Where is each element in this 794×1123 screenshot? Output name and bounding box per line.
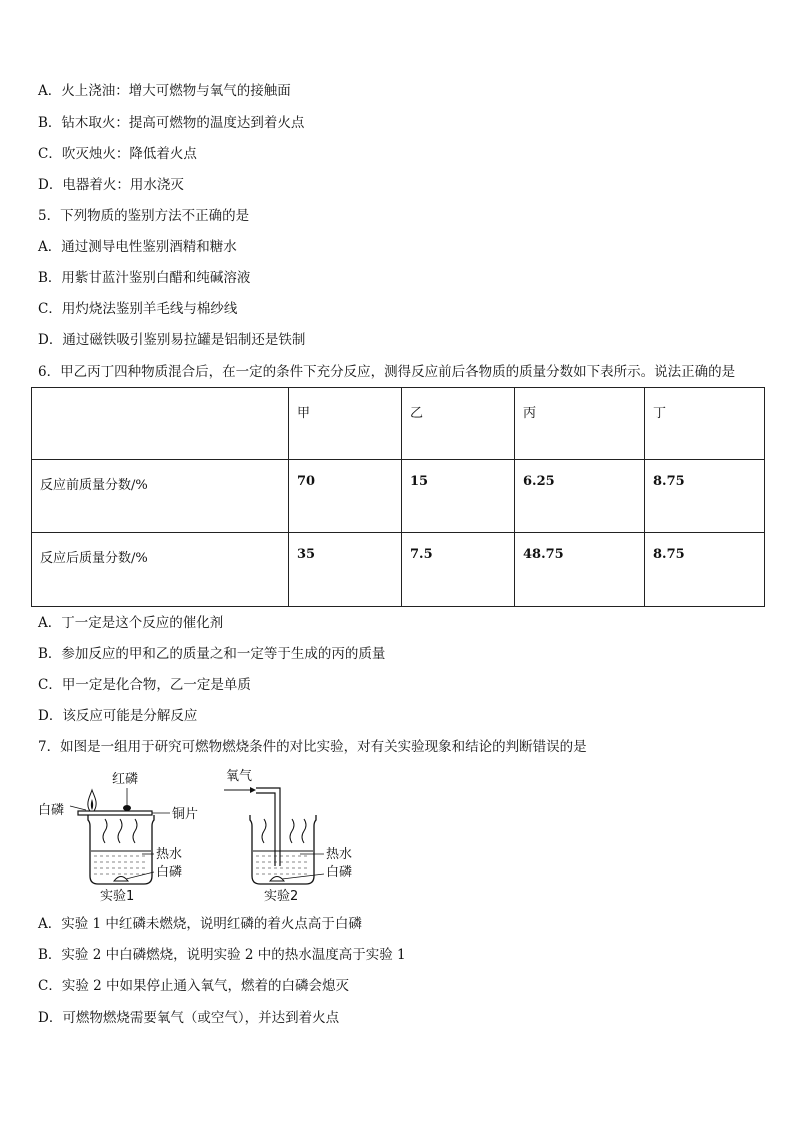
option-letter: B． [38,646,62,662]
q6-data-table [31,387,765,607]
option-letter: A． [38,83,62,99]
experiment-figure [30,768,370,904]
q5-option-c [38,300,237,318]
table-header-row [32,388,765,460]
experiment-2-apparatus [224,769,352,904]
option-text: 丁一定是这个反应的催化剂 [61,615,224,631]
q6-option-b [38,645,385,663]
q6-option-a [38,614,223,632]
label-experiment-2: 实验2 [264,889,299,904]
table-row [32,460,765,533]
option-text: 火上浇油：增大可燃物与氧气的接触面 [61,83,291,99]
option-text: 用紫甘蓝汁鉴别白醋和纯碱溶液 [61,270,251,286]
q5-option-b [38,269,250,287]
red-phosphorus-sample [123,805,131,811]
option-letter: B． [38,947,62,963]
q5-option-d [38,331,305,349]
label-hot-water: 热水 [326,847,353,862]
q6-option-c [38,676,251,694]
table-header-cell: 甲 [289,388,402,460]
option-letter: A． [38,239,62,255]
white-phosphorus-sample-1 [114,877,128,882]
option-letter: A． [38,916,62,932]
q7-option-a [38,915,362,933]
option-letter: D． [38,1010,63,1026]
option-letter: D． [38,332,63,348]
steam-icon [262,819,266,843]
q7-option-c [38,977,349,995]
white-phosphorus-sample-2 [270,877,284,882]
option-text: 通过磁铁吸引鉴别易拉罐是铝制还是铁制 [62,332,306,348]
experiment-1-apparatus [38,771,198,904]
option-letter: A． [38,615,62,631]
table-header-cell [32,388,289,460]
experiment-diagram [30,768,370,904]
option-letter: C． [38,301,62,317]
q4-option-a [38,82,291,100]
option-text: 该反应可能是分解反应 [62,708,198,724]
option-text: 吹灭烛火：降低着火点 [61,146,197,162]
table-cell: 6.25 [515,460,645,533]
label-white-phosphorus: 白磷 [38,803,65,818]
table-header-cell: 丙 [515,388,645,460]
label-white-phosphorus: 白磷 [326,865,353,880]
q6-stem: 6．甲乙丙丁四种物质混合后，在一定的条件下充分反应，测得反应前后各物质的质量分数如下表所示。说法正确的是 [38,364,736,380]
option-text: 实验 1 中红磷未燃烧，说明红磷的着火点高于白磷 [61,916,362,932]
q7-option-b [38,946,406,964]
label-red-phosphorus: 红磷 [112,772,139,787]
label-copper-sheet: 铜片 [172,807,199,822]
steam-icon [103,819,107,843]
q7-stem: 7．如图是一组用于研究可燃物燃烧条件的对比实验，对有关实验现象和结论的判断错误的是 [38,739,587,755]
table-cell: 8.75 [645,533,765,607]
q4-option-b [38,114,304,132]
option-text: 钻木取火：提高可燃物的温度达到着火点 [61,115,305,131]
q5-stem: 5．下列物质的鉴别方法不正确的是 [38,208,250,224]
beaker-1 [88,815,154,884]
label-white-phosphorus: 白磷 [156,865,183,880]
option-letter: C． [38,978,62,994]
label-hot-water: 热水 [156,847,183,862]
table-cell: 15 [402,460,515,533]
option-letter: C． [38,677,62,693]
label-experiment-1: 实验1 [100,889,135,904]
option-text: 参加反应的甲和乙的质量之和一定等于生成的丙的质量 [61,646,386,662]
q4-option-d [38,176,184,194]
option-text: 甲一定是化合物，乙一定是单质 [61,677,251,693]
option-letter: C． [38,146,62,162]
option-letter: B． [38,270,62,286]
table-cell: 70 [289,460,402,533]
table-row [32,533,765,607]
q4-option-c [38,145,197,163]
table-header-cell: 丁 [645,388,765,460]
copper-sheet [78,811,152,815]
arrow-head-icon [250,787,256,793]
label-oxygen: 氧气 [226,769,253,784]
option-letter: D． [38,177,63,193]
table-row-label: 反应后质量分数/% [32,533,289,607]
table-cell: 7.5 [402,533,515,607]
table-cell: 48.75 [515,533,645,607]
option-text: 用灼烧法鉴别羊毛线与棉纱线 [61,301,238,317]
gas-tube [256,788,280,866]
q5-option-a [38,238,237,256]
option-text: 实验 2 中白磷燃烧，说明实验 2 中的热水温度高于实验 1 [61,947,406,963]
table-cell: 8.75 [645,460,765,533]
table-cell: 35 [289,533,402,607]
option-text: 实验 2 中如果停止通入氧气，燃着的白磷会熄灭 [61,978,350,994]
table-row-label: 反应前质量分数/% [32,460,289,533]
table-header-cell: 乙 [402,388,515,460]
option-text: 可燃物燃烧需要氧气（或空气），并达到着火点 [62,1010,340,1026]
q7-option-d [38,1009,339,1027]
option-text: 通过测导电性鉴别酒精和糖水 [61,239,237,255]
q6-option-d [38,707,197,725]
option-text: 电器着火：用水浇灭 [62,177,184,193]
option-letter: B． [38,115,62,131]
option-letter: D． [38,708,63,724]
